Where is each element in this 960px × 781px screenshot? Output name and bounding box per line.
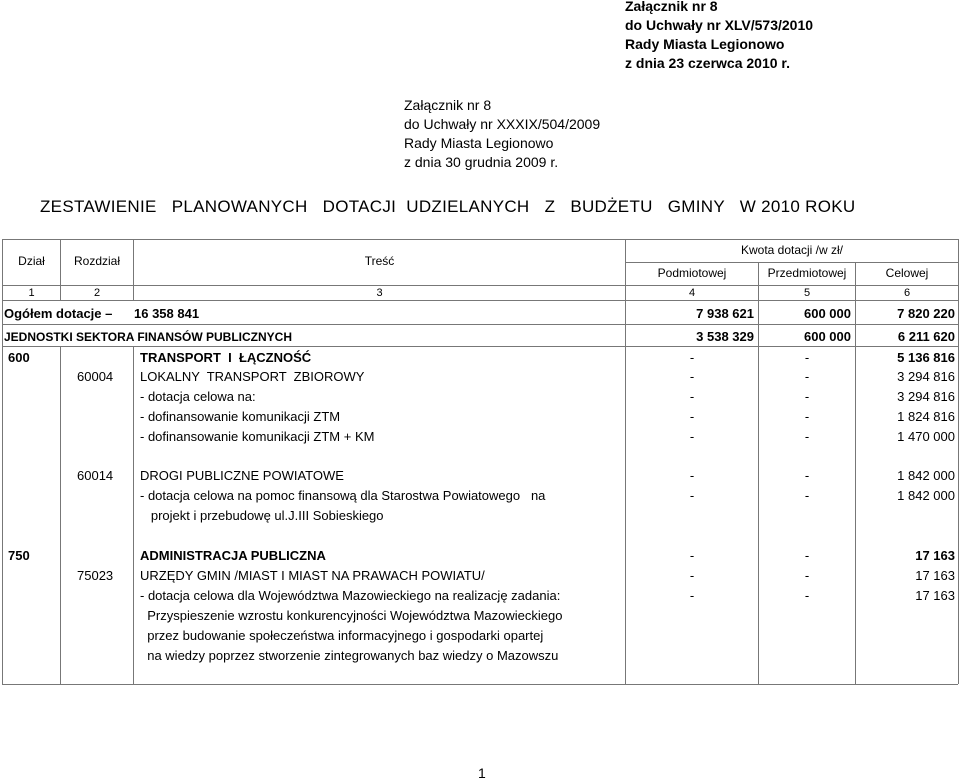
- table-border-right: [958, 239, 959, 684]
- row-tresc: ADMINISTRACJA PUBLICZNA: [140, 548, 326, 563]
- row-celowej: 1 470 000: [897, 429, 955, 444]
- row-dzial: 600: [8, 350, 30, 365]
- jednostki-bottom-line: [2, 346, 958, 347]
- annex-old-line: Załącznik nr 8: [404, 97, 492, 113]
- row-tresc: LOKALNY TRANSPORT ZBIOROWY: [140, 369, 365, 384]
- row-tresc: - dotacja celowa dla Województwa Mazowieckiego na realizację zadania:: [140, 588, 561, 603]
- row-przedmiotowej: -: [804, 488, 810, 503]
- header-dzial: Dział: [18, 254, 45, 268]
- colnum: 5: [803, 287, 811, 299]
- row-rozdzial: 75023: [77, 568, 114, 583]
- totals-podmiotowej: 7 938 621: [696, 306, 754, 321]
- row-przedmiotowej: -: [804, 568, 810, 583]
- colnum: 3: [376, 287, 383, 299]
- col-divider: [60, 346, 61, 684]
- row-tresc: - dotacja celowa na:: [140, 389, 256, 404]
- row-tresc: na wiedzy poprzez stworzenie zintegrowanych baz wiedzy o Mazowszu: [140, 648, 559, 663]
- row-podmiotowej: -: [689, 488, 695, 503]
- row-celowej: 17 163: [915, 588, 955, 603]
- row-tresc: przez budowanie społeczeństwa informacyjnego i gospodarki opartej: [140, 628, 544, 643]
- row-celowej: 3 294 816: [897, 389, 955, 404]
- row-rozdzial: 60004: [77, 369, 114, 384]
- header-rozdzial: Rozdział: [73, 254, 121, 268]
- header-podmiotowej: Podmiotowej: [657, 266, 727, 280]
- annex-old-line: z dnia 30 grudnia 2009 r.: [404, 154, 559, 170]
- annex-old-line: do Uchwały nr XXXIX/504/2009: [404, 116, 601, 132]
- colnum: 6: [903, 287, 911, 299]
- row-rozdzial: 60014: [77, 468, 114, 483]
- row-tresc: - dofinansowanie komunikacji ZTM + KM: [140, 429, 375, 444]
- page-title: ZESTAWIENIE PLANOWANYCH DOTACJI UDZIELANYCH Z BUDŻETU GMINY W 2010 ROKU: [40, 197, 856, 216]
- totals-celowej: 7 820 220: [897, 306, 955, 321]
- row-tresc: DROGI PUBLICZNE POWIATOWE: [140, 468, 344, 483]
- row-przedmiotowej: -: [804, 350, 810, 365]
- annex-old-line: Rady Miasta Legionowo: [404, 135, 554, 151]
- page-number: 1: [478, 765, 486, 781]
- jednostki-podmiotowej: 3 538 329: [696, 329, 754, 344]
- annex-new-line: do Uchwały nr XLV/573/2010: [625, 17, 814, 33]
- jednostki-celowej: 6 211 620: [897, 329, 955, 344]
- row-przedmiotowej: -: [804, 588, 810, 603]
- row-tresc: URZĘDY GMIN /MIAST I MIAST NA PRAWACH POWIATU/: [140, 568, 485, 583]
- row-celowej: 3 294 816: [897, 369, 955, 384]
- header-celowej: Celowej: [885, 266, 929, 280]
- row-celowej: 17 163: [915, 568, 955, 583]
- row-przedmiotowej: -: [804, 429, 810, 444]
- totals-przedmiotowej: 600 000: [804, 306, 851, 321]
- col-divider: [133, 346, 134, 684]
- row-celowej: 5 136 816: [897, 350, 955, 365]
- colnum: 4: [688, 287, 696, 299]
- row-podmiotowej: -: [689, 548, 695, 563]
- row-dzial: 750: [8, 548, 30, 563]
- colnum: 2: [93, 287, 101, 299]
- row-przedmiotowej: -: [804, 369, 810, 384]
- totals-total: 16 358 841: [134, 306, 200, 321]
- totals-bottom-line: [2, 324, 958, 325]
- row-podmiotowej: -: [689, 468, 695, 483]
- row-podmiotowej: -: [689, 588, 695, 603]
- totals-label: Ogółem dotacje –: [4, 306, 113, 321]
- header-przedmiotowej: Przedmiotowej: [767, 266, 847, 280]
- table-border-left: [2, 239, 3, 684]
- annex-old-block: [404, 96, 600, 172]
- row-tresc: Przyspieszenie wzrostu konkurencyjności Województwa Mazowieckiego: [140, 608, 563, 623]
- table-border-top: [2, 239, 958, 240]
- header-kwota: Kwota dotacji /w zł/: [740, 243, 844, 257]
- jednostki-label: JEDNOSTKI SEKTORA FINANSÓW PUBLICZNYCH: [4, 330, 293, 344]
- row-podmiotowej: -: [689, 429, 695, 444]
- colnum: 1: [28, 287, 35, 299]
- row-podmiotowej: -: [689, 389, 695, 404]
- row-tresc: - dotacja celowa na pomoc finansową dla Starostwa Powiatowego na: [140, 488, 546, 503]
- row-celowej: 17 163: [915, 548, 955, 563]
- header-sub-line: [625, 262, 958, 263]
- row-podmiotowej: -: [689, 369, 695, 384]
- row-przedmiotowej: -: [804, 468, 810, 483]
- row-przedmiotowej: -: [804, 409, 810, 424]
- row-tresc: - dofinansowanie komunikacji ZTM: [140, 409, 341, 424]
- table-border-bottom: [2, 684, 958, 685]
- row-tresc: TRANSPORT I ŁĄCZNOŚĆ: [140, 350, 312, 365]
- jednostki-przedmiotowej: 600 000: [804, 329, 851, 344]
- row-podmiotowej: -: [689, 409, 695, 424]
- annex-new-line: Rady Miasta Legionowo: [625, 36, 785, 52]
- annex-new-block: [625, 0, 813, 73]
- row-celowej: 1 842 000: [897, 468, 955, 483]
- row-przedmiotowej: -: [804, 389, 810, 404]
- row-celowej: 1 824 816: [897, 409, 955, 424]
- annex-new-line: z dnia 23 czerwca 2010 r.: [625, 55, 790, 71]
- header-tresc: Treść: [364, 254, 395, 268]
- row-podmiotowej: -: [689, 568, 695, 583]
- row-tresc: projekt i przebudowę ul.J.III Sobieskiego: [140, 508, 384, 523]
- row-celowej: 1 842 000: [897, 488, 955, 503]
- row-przedmiotowej: -: [804, 548, 810, 563]
- annex-new-line: Załącznik nr 8: [625, 0, 718, 14]
- row-podmiotowej: -: [689, 350, 695, 365]
